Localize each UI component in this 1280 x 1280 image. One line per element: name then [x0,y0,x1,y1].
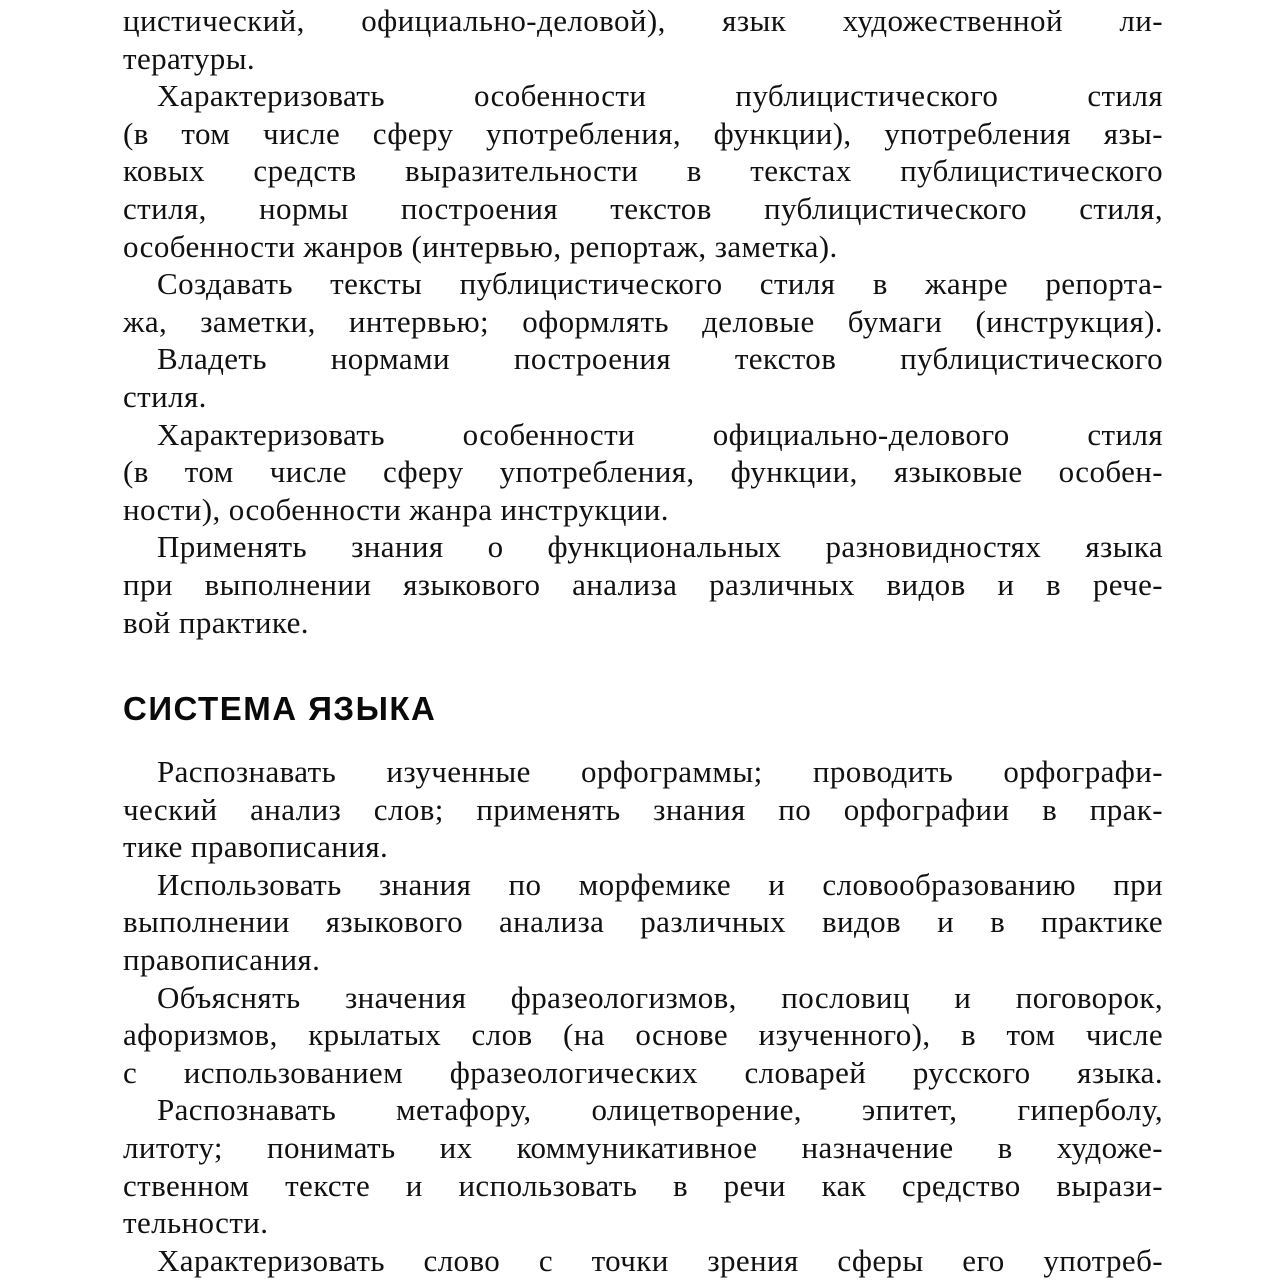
paragraph [123,416,1163,529]
text-line: Создавать тексты публицистического стиля в жанре репорта- [157,266,1163,302]
text-line: Характеризовать особенности публицистического стиля [157,78,1163,114]
text-line: тературы. [123,40,256,76]
paragraph [123,265,1163,340]
paragraph [123,2,1163,77]
text-line: стиля, нормы построения текстов публицистического стиля, [123,190,1163,226]
text-line: выполнении языкового анализа различных видов и в практике [123,904,1163,940]
text-line: Характеризовать слово с точки зрения сферы его употреб- [157,1242,1163,1278]
text-line: (в том числе сферу употребления, функции), употребления язы- [123,115,1163,151]
text-line: с использованием фразеологических словарей русского языка. [123,1054,1163,1090]
text-line: особенности жанров (интервью, репортаж, заметка). [123,228,838,264]
text-line: ственном тексте и использовать в речи как средство вырази- [123,1167,1163,1203]
text-line: афоризмов, крылатых слов (на основе изученного), в том числе [123,1017,1163,1053]
text-line: Применять знания о функциональных разновидностях языка [157,529,1163,565]
text-line: ковых средств выразительности в текстах публицистического [123,153,1163,189]
text-line: жа, заметки, интервью; оформлять деловые бумаги (инструкция). [123,303,1163,339]
text-line: Объяснять значения фразеологизмов, пословиц и поговорок, [157,979,1163,1015]
text-line: Распознавать метафору, олицетворение, эпитет, гиперболу, [157,1092,1163,1128]
text-line: ческий анализ слов; применять знания по орфографии в прак- [123,791,1163,827]
text-line: вой практике. [123,604,309,640]
section-heading: СИСТЕМА ЯЗЫКА [123,690,437,728]
text-line: цистический, официально-деловой), язык художественной ли- [123,3,1163,38]
text-line: Использовать знания по морфемике и словообразованию при [157,866,1163,902]
paragraph [123,77,1163,265]
text-line: стиля. [123,378,207,414]
text-line: тике правописания. [123,829,389,865]
text-line: (в том числе сферу употребления, функции, языковые особен- [123,454,1163,490]
paragraph [123,979,1163,1092]
text-line: тельности. [123,1205,269,1241]
paragraph [123,866,1163,979]
text-line: Распознавать изученные орфограммы; проводить орфографи- [157,754,1163,790]
paragraph [123,753,1163,866]
text-line: литоту; понимать их коммуникативное назначение в художе- [123,1130,1163,1166]
paragraph [123,1242,1163,1280]
page-content [123,2,1163,1279]
paragraph [123,1091,1163,1241]
paragraph [123,340,1163,415]
text-line: Характеризовать особенности официально-делового стиля [157,416,1163,452]
text-line: при выполнении языкового анализа различных видов и в рече- [123,566,1163,602]
text-line: правописания. [123,942,321,978]
paragraph [123,528,1163,641]
text-line: Владеть нормами построения текстов публицистического [157,341,1163,377]
text-line: ности), особенности жанра инструкции. [123,491,669,527]
